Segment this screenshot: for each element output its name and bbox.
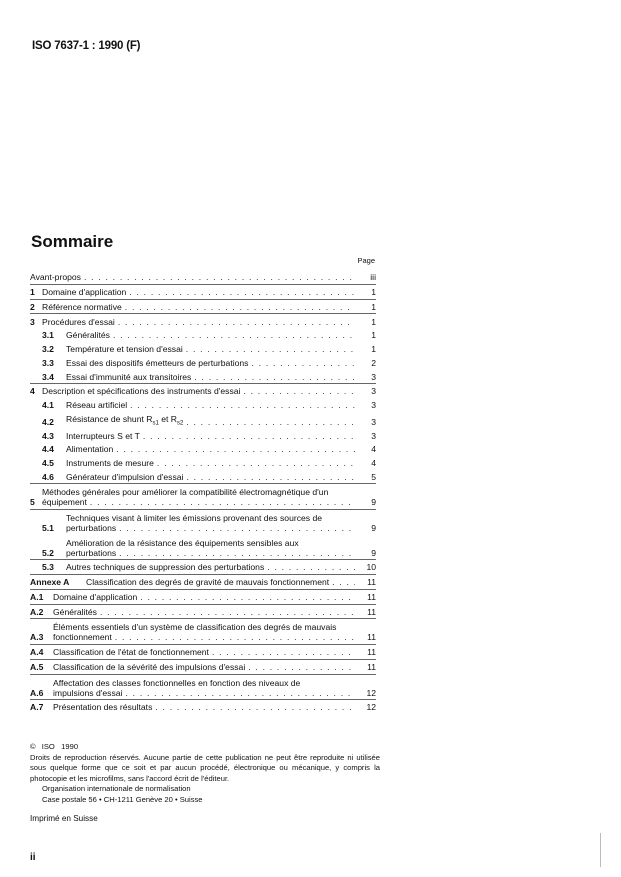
- toc-entry: [30, 428, 376, 442]
- toc-entry-number: 4.1: [42, 400, 54, 411]
- toc-entry: [30, 314, 376, 328]
- toc-leader-dots: [113, 330, 355, 340]
- toc-entry-title: Domaine d'application: [42, 286, 127, 297]
- toc-entry-number: A.3: [30, 632, 44, 643]
- toc-leader-dots: [248, 662, 355, 672]
- toc-entry-title: Interrupteurs S et T: [66, 430, 140, 441]
- toc-entry-number: 4.6: [42, 471, 54, 482]
- toc-entry-title-line1: Techniques visant à limiter les émissions provenant des sources de: [66, 513, 323, 524]
- toc-entry: [30, 470, 376, 485]
- toc-entry: [30, 285, 376, 300]
- toc-leader-dots: [186, 417, 355, 427]
- toc-entry-page: 11: [367, 661, 376, 672]
- toc-entry-number: 3.3: [42, 357, 54, 368]
- toc-entry-page: 3: [371, 416, 376, 427]
- toc-entry-page: 5: [371, 471, 376, 482]
- toc-entry: [30, 535, 376, 561]
- toc-entry-number: 3.1: [42, 330, 54, 341]
- toc-entry: [30, 575, 376, 590]
- toc-entry-page: 11: [367, 632, 376, 643]
- toc-leader-dots: [157, 458, 355, 468]
- toc-entry-title: impulsions d'essai: [53, 687, 123, 698]
- toc-entry-number: 2: [30, 301, 35, 312]
- toc-entry-page: 1: [371, 344, 376, 355]
- toc-entry-title: Classification de la sévérité des impulsions d'essai: [53, 661, 246, 672]
- page-number: ii: [30, 852, 36, 863]
- toc-entry-page: 1: [371, 330, 376, 341]
- toc-entry: [30, 660, 376, 675]
- toc-leader-dots: [194, 372, 355, 382]
- toc-entry-title: perturbations: [66, 523, 117, 534]
- toc-entry-title-line1: Méthodes générales pour améliorer la compatibilité électromagnétique d'un: [42, 487, 329, 498]
- toc-leader-dots: [332, 577, 355, 587]
- toc-entry-title: Générateur d'impulsion d'essai: [66, 471, 184, 482]
- toc-leader-dots: [129, 287, 355, 297]
- toc-entry-title: Température et tension d'essai: [66, 344, 183, 355]
- toc-entry: [30, 398, 376, 412]
- toc-entry-title: Classification des degrés de gravité de mauvais fonctionnement: [86, 577, 330, 588]
- toc-entry: [30, 328, 376, 342]
- toc-entry-number: 4.2: [42, 416, 54, 427]
- toc-entry-title: Procédures d'essai: [42, 316, 115, 327]
- page-column-label: Page: [357, 256, 375, 265]
- toc-leader-dots: [84, 272, 355, 282]
- toc-leader-dots: [116, 444, 355, 454]
- copyright-rights: Droits de reproduction réservés. Aucune partie de cette publication ne peut être reproduite ni utilisée sous quelque forme que ce soit et par aucun procédé, électronique ou mécanique, y compris la photocopie et les microfilms, sans l'accord écrit de l'éditeur.: [30, 752, 380, 783]
- toc-entry-page: 4: [371, 458, 376, 469]
- toc-entry: [30, 342, 376, 356]
- toc-entry-number: 4.3: [42, 430, 54, 441]
- toc-entry: [30, 510, 376, 535]
- page-title: Sommaire: [31, 232, 114, 251]
- toc-entry: [30, 560, 376, 575]
- toc-entry: [30, 484, 376, 510]
- toc-entry: [30, 356, 376, 370]
- toc-entry-page: 9: [371, 523, 376, 534]
- toc-leader-dots: [125, 688, 355, 698]
- toc-entry: [30, 412, 376, 429]
- toc-leader-dots: [267, 562, 355, 572]
- toc-leader-dots: [115, 632, 355, 642]
- toc-leader-dots: [100, 607, 355, 617]
- copyright-block: [30, 742, 380, 805]
- toc-entry-title-line1: Affectation des classes fonctionnelles en fonction des niveaux de: [53, 677, 301, 688]
- toc-entry-number: 3.4: [42, 371, 54, 382]
- edge-mark: [600, 833, 601, 867]
- toc-entry: [30, 270, 376, 285]
- toc-entry-page: 12: [366, 702, 376, 713]
- toc-entry-number: 5.3: [42, 562, 54, 573]
- toc-entry-page: 9: [371, 497, 376, 508]
- table-of-contents: [30, 270, 376, 714]
- toc-entry-title: Description et spécifications des instruments d'essai: [42, 386, 241, 397]
- toc-entry-title: Autres techniques de suppression des perturbations: [66, 562, 265, 573]
- toc-entry-number: A.5: [30, 661, 44, 672]
- toc-leader-dots: [155, 702, 355, 712]
- toc-leader-dots: [118, 317, 355, 327]
- toc-entry-page: 1: [371, 301, 376, 312]
- copyright-symbol: ©: [30, 742, 36, 751]
- toc-entry-page: 4: [371, 444, 376, 455]
- toc-entry-page: 11: [367, 577, 376, 588]
- copyright-organisation: Organisation internationale de normalisation: [42, 784, 191, 793]
- toc-entry-title: Référence normative: [42, 301, 122, 312]
- toc-entry-title-line1: Amélioration de la résistance des équipements sensibles aux: [66, 537, 299, 548]
- toc-entry: [30, 619, 376, 645]
- toc-entry-number: Annexe A: [30, 577, 70, 588]
- copyright-line: ISO 1990: [41, 742, 79, 751]
- toc-entry-title: Réseau artificiel: [66, 400, 128, 411]
- toc-entry-page: 3: [371, 386, 376, 397]
- toc-entry-number: 3.2: [42, 344, 54, 355]
- toc-entry-title: équipement: [42, 497, 87, 508]
- toc-entry-page: 1: [371, 316, 376, 327]
- toc-leader-dots: [90, 497, 355, 507]
- toc-leader-dots: [251, 358, 355, 368]
- toc-entry: [30, 300, 376, 315]
- toc-entry-number: 4.5: [42, 458, 54, 469]
- toc-entry-number: A.7: [30, 702, 44, 713]
- toc-entry-page: 11: [367, 606, 376, 617]
- toc-entry-title: Instruments de mesure: [66, 458, 154, 469]
- toc-entry: [30, 675, 376, 701]
- toc-leader-dots: [243, 386, 355, 396]
- toc-entry-number: 5.2: [42, 547, 54, 558]
- toc-entry: [30, 384, 376, 398]
- toc-entry-number: A.1: [30, 591, 44, 602]
- toc-entry: [30, 700, 376, 714]
- toc-entry-title: Alimentation: [66, 444, 114, 455]
- toc-entry-title: Essai d'immunité aux transitoires: [66, 371, 192, 382]
- toc-entry-number: A.6: [30, 687, 44, 698]
- toc-entry-title-line1: Éléments essentiels d'un système de classification des degrés de mauvais: [53, 622, 337, 633]
- toc-entry-title: Avant-propos: [30, 272, 81, 283]
- toc-leader-dots: [130, 400, 355, 410]
- toc-leader-dots: [186, 344, 355, 354]
- toc-leader-dots: [212, 647, 355, 657]
- toc-entry-title: fonctionnement: [53, 632, 112, 643]
- toc-entry-title: Essai des dispositifs émetteurs de perturbations: [66, 357, 249, 368]
- toc-entry-page: 10: [366, 562, 376, 573]
- toc-entry-page: 11: [367, 591, 376, 602]
- copyright-postal-address: Case postale 56 • CH-1211 Genève 20 • Suisse: [42, 794, 203, 804]
- toc-entry: [30, 645, 376, 660]
- toc-entry: [30, 456, 376, 470]
- toc-entry-page: 12: [366, 687, 376, 698]
- toc-entry-page: 3: [371, 430, 376, 441]
- toc-leader-dots: [143, 431, 355, 441]
- toc-entry: [30, 605, 376, 620]
- toc-entry-title: Présentation des résultats: [53, 702, 153, 713]
- toc-leader-dots: [186, 472, 355, 482]
- toc-entry-page: 1: [371, 286, 376, 297]
- toc-entry-page: iii: [370, 272, 376, 283]
- standard-reference: ISO 7637-1 : 1990 (F): [32, 40, 141, 52]
- toc-leader-dots: [125, 302, 355, 312]
- toc-leader-dots: [119, 548, 355, 558]
- toc-entry-page: 3: [371, 400, 376, 411]
- toc-entry-number: 4: [30, 386, 35, 397]
- toc-entry-page: 9: [371, 547, 376, 558]
- toc-entry-title: Généralités: [66, 330, 110, 341]
- toc-entry-number: A.2: [30, 606, 44, 617]
- toc-entry-page: 2: [371, 357, 376, 368]
- toc-entry-page: 3: [371, 371, 376, 382]
- toc-entry: [30, 590, 376, 605]
- toc-entry-title: perturbations: [66, 547, 117, 558]
- toc-leader-dots: [119, 523, 355, 533]
- toc-entry-title: Résistance de shunt $R_{s1}$ et $R_{s2}$: [66, 414, 184, 427]
- toc-entry-page: 11: [367, 647, 376, 658]
- printed-in: Imprimé en Suisse: [30, 814, 98, 823]
- toc-entry-number: 5.1: [42, 523, 54, 534]
- toc-leader-dots: [140, 592, 355, 602]
- toc-entry: [30, 369, 376, 384]
- toc-entry-title: Généralités: [53, 606, 97, 617]
- toc-entry-number: A.4: [30, 647, 44, 658]
- toc-entry-title: Classification de l'état de fonctionnement: [53, 647, 209, 658]
- toc-entry-number: 4.4: [42, 444, 54, 455]
- toc-entry-number: 1: [30, 286, 35, 297]
- toc-entry-number: 3: [30, 316, 35, 327]
- toc-entry-title: Domaine d'application: [53, 591, 138, 602]
- toc-entry-number: 5: [30, 497, 35, 508]
- toc-entry: [30, 442, 376, 456]
